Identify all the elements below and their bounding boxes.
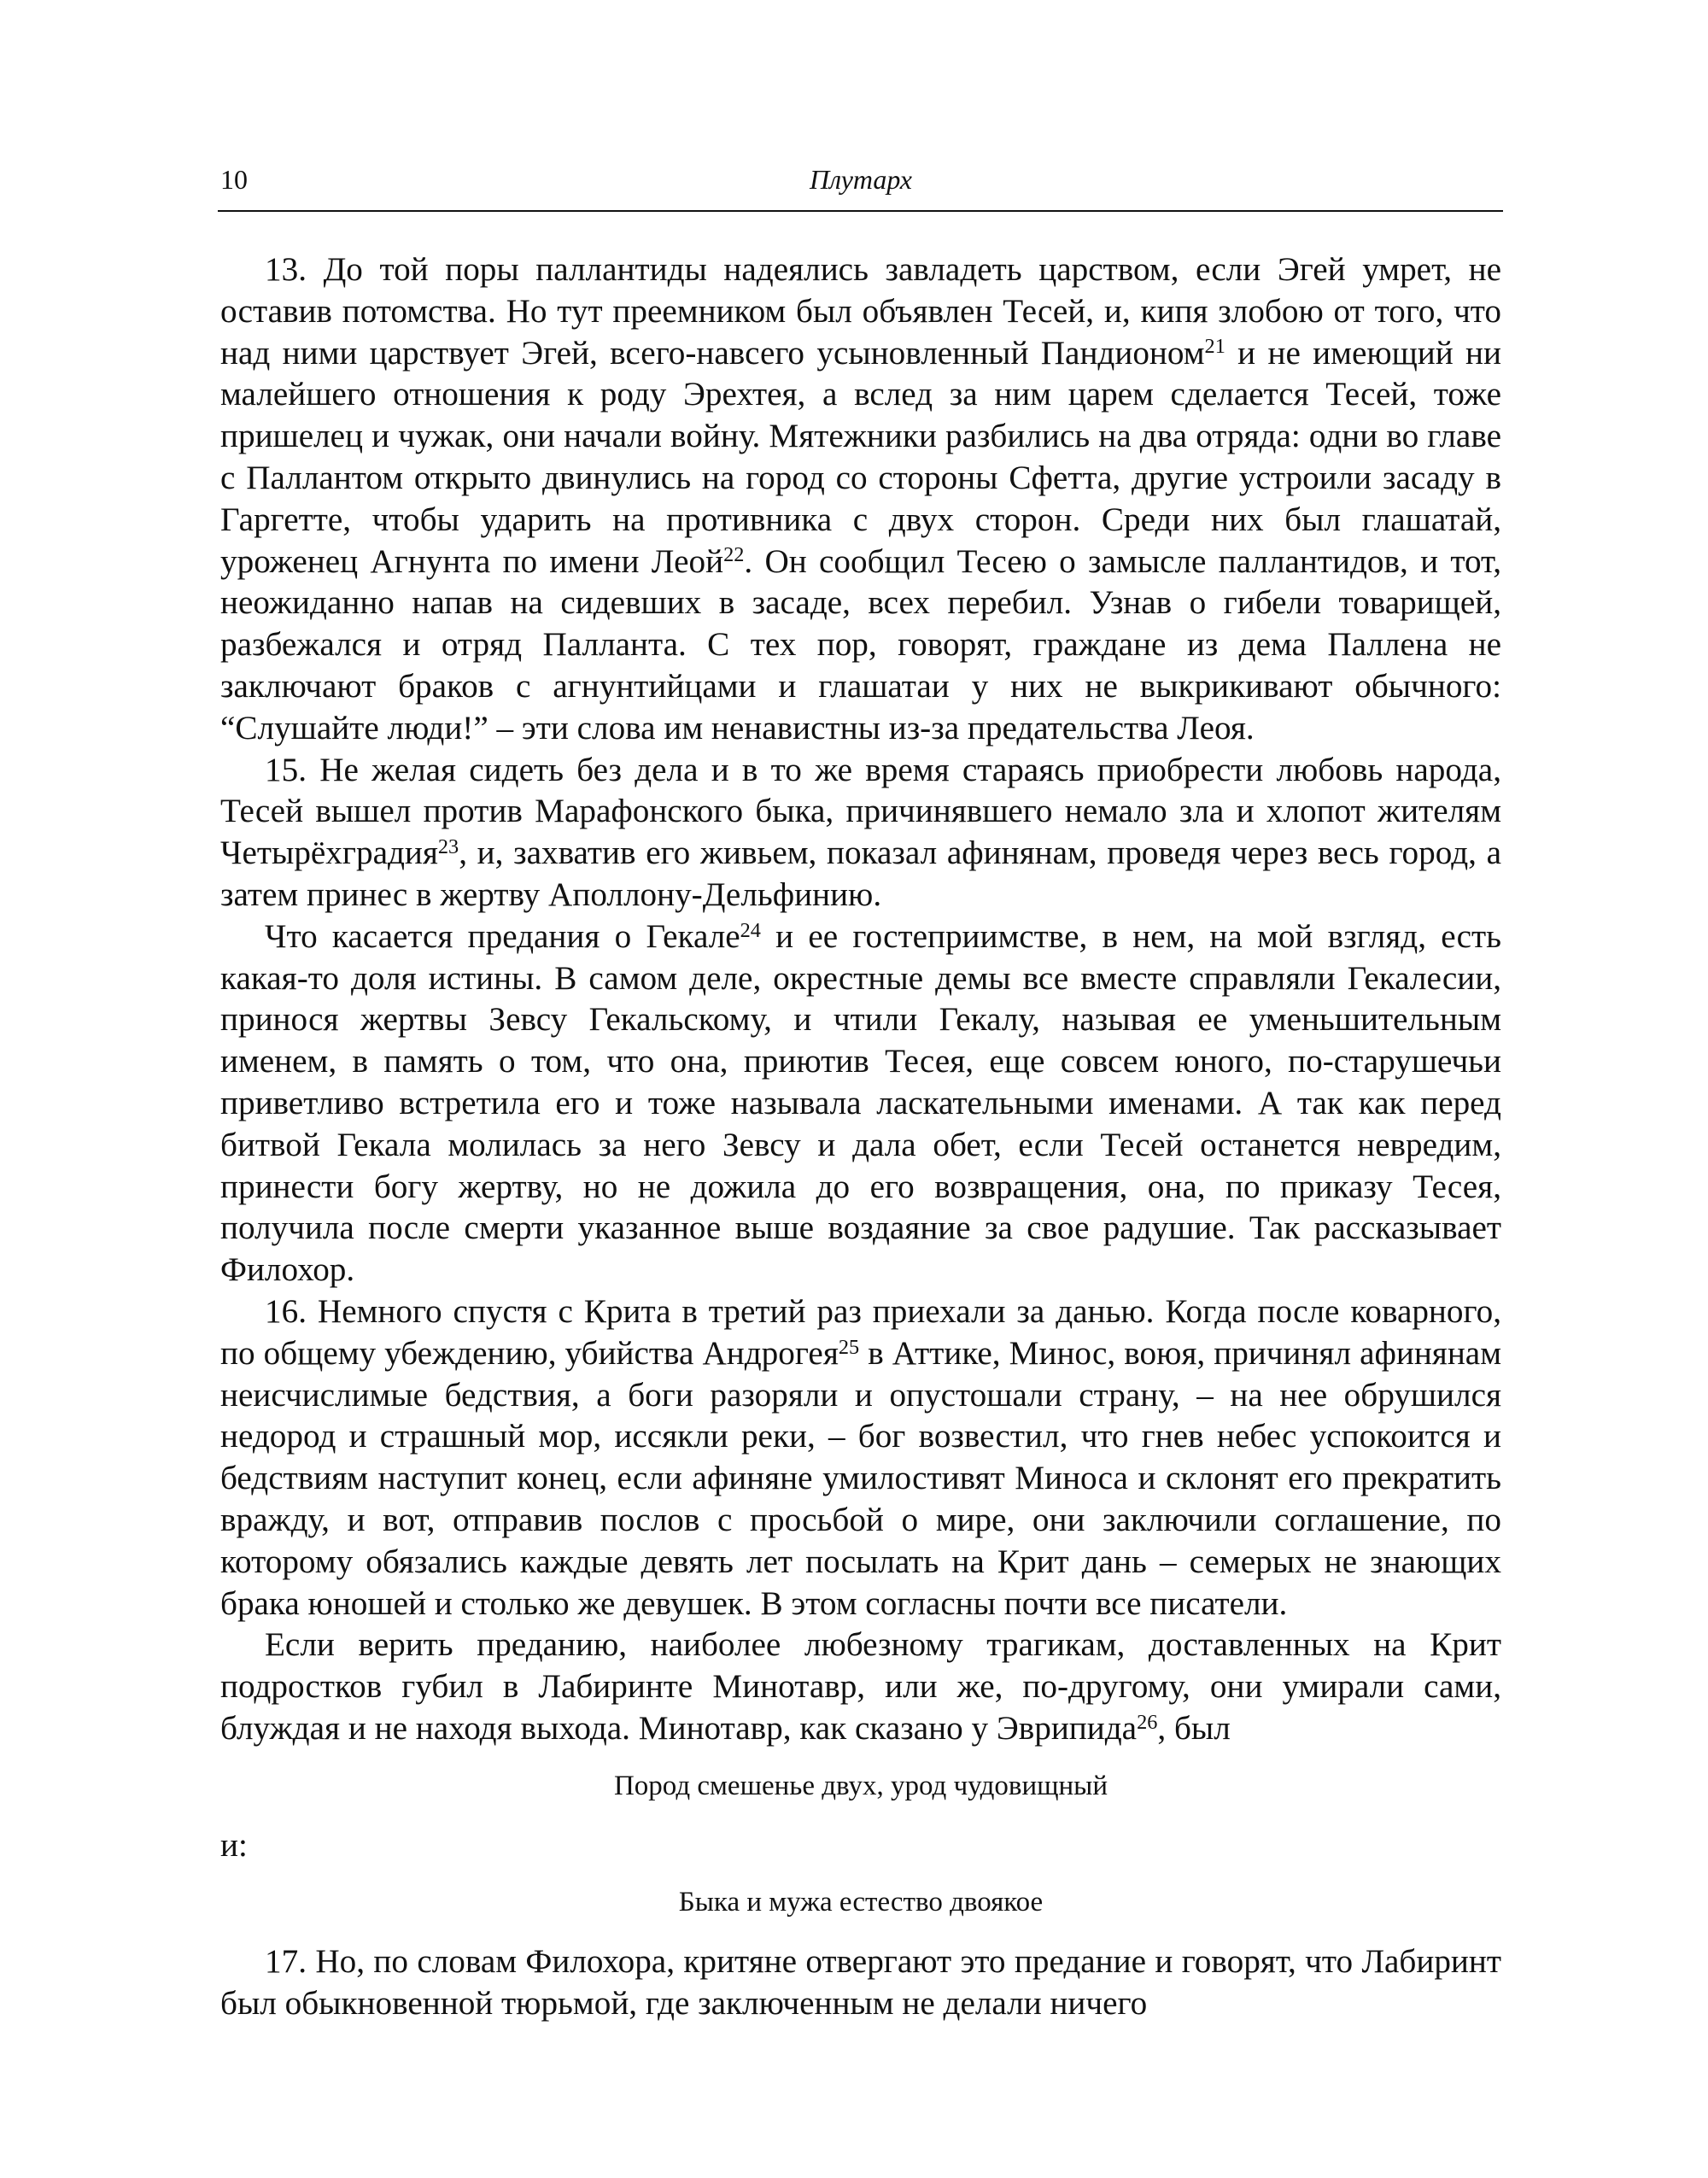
footnote-ref[interactable]: 22 (723, 543, 745, 567)
footnote-ref[interactable]: 26 (1137, 1710, 1158, 1734)
text-run: Если верить преданию, наиболее любезному трагикам, доставленных на Крит подростков губил в Лабиринте Минотавр, или же, по-другому, они умирали сами, блуждая и не находя выхода. Минотавр, как сказано у Эврипида (220, 1626, 1501, 1747)
text-run: в Аттике, Минос, воюя, причинял афинянам неисчислимые бедствия, а боги разоряли и опустошали страну, – на нее обрушился недород и страшный мор, иссякли реки, – бог возвестил, что гнев небес успокоится и бедствиям наступит конец, если афиняне умилостивят Миноса и склонят его прекратить вражду, и вот, отправив послов с просьбой о мире, они заключили соглашение, по которому обязались каждые девять лет посылать на Крит дань – семерых не знающих брака юношей и столько же девушек. В этом согласны почти все писатели. (220, 1334, 1501, 1622)
footnote-ref[interactable]: 23 (437, 835, 459, 859)
footnote-ref[interactable]: 21 (1204, 335, 1225, 359)
paragraph-hecale (220, 916, 1501, 1291)
text-run: . Он сообщил Тесею о замысле паллантидов, и тот, неожиданно напав на сидевших в засаде, всех перебил. Узнав о гибели товарищей, разбежался и отряд Палланта. С тех пор, говорят, граждане из дема Паллена не заключают браков с агнунтийцами и глашатаи у них не выкрикивают обычного: “Слушайте люди!” – эти слова им ненавистны из-за предательства Леоя. (220, 542, 1501, 746)
text-run: и не имеющий ни малейшего отношения к роду Эрехтея, а вслед за ним царем сделается Тесей, тоже пришелец и чужак, они начали войну. Мятежники разбились на два отряда: одни во главе с Паллантом открыто двинулись на город со стороны Сфетта, другие устроили засаду в Гаргетте, чтобы ударить на противника с двух сторон. Среди них был глашатай, уроженец Агнунта по имени Леой (220, 334, 1501, 580)
text-run: , и, захватив его живьем, показал афинянам, проведя через весь город, а затем принес в жертву Аполлону-Дельфинию. (220, 834, 1501, 913)
text-run: 15. Не желая сидеть без дела и в то же время стараясь приобрести любовь народа, Тесей вышел против Марафонского быка, причинявшего немало зла и хлопот жителям Четырёхградия (220, 751, 1501, 872)
page-header (220, 164, 1501, 198)
text-run: , был (1157, 1709, 1231, 1747)
text-run: и ее гостеприимстве, в нем, на мой взгляд, есть какая-то доля истины. В самом деле, окрестные демы все вместе справляли Гекалесии, принося жертвы Зевсу Гекальскому, и чтили Гекалу, называя ее уменьшительным именем, в память о том, что она, приютив Тесея, еще совсем юного, по-старушечьи приветливо встретила его и тоже называла ласкательными именами. А так как перед битвой Гекала молилась за него Зевсу и дала обет, если Тесей останется невредим, принести богу жертву, но не дожила до его возвращения, она, по приказу Тесея, получила после смерти указанное выше воздаяние за свое радушие. Так рассказывает Филохор. (220, 917, 1501, 1289)
paragraph-minotaur (220, 1625, 1501, 1749)
running-title: Плутарх (810, 164, 912, 195)
paragraph-17: 17. Но, по словам Филохора, критяне отвергают это предание и говорят, что Лабиринт был обыкновенной тюрьмой, где заключенным не делали ничего (220, 1943, 1501, 2023)
verse-line-1: Пород смешенье двух, урод чудовищный (613, 1770, 1108, 1801)
paragraph-13 (220, 249, 1501, 750)
verse-connector: и: (220, 1826, 248, 1864)
header-rule (218, 210, 1503, 212)
footnote-ref[interactable]: 24 (740, 918, 761, 942)
page-number: 10 (220, 164, 248, 195)
paragraph-16 (220, 1291, 1501, 1625)
body-text (220, 249, 1501, 2025)
footnote-ref[interactable]: 25 (838, 1335, 860, 1359)
text-run: 16. Немного спустя с Крита в третий раз приехали за данью. Когда после коварного, по общему убеждению, убийства Андрогея (220, 1292, 1501, 1372)
text-run: Что касается предания о Гекале (265, 917, 740, 955)
text-run: 13. До той поры паллантиды надеялись завладеть царством, если Эгей умрет, не оставив потомства. Но тут преемником был объявлен Тесей, и, кипя злобою от того, что над ними царствует Эгей, всего-навсего усыновленный Пандионом (220, 251, 1501, 372)
verse-line-2: Быка и мужа естество двоякое (678, 1887, 1044, 1918)
paragraph-15 (220, 750, 1501, 916)
